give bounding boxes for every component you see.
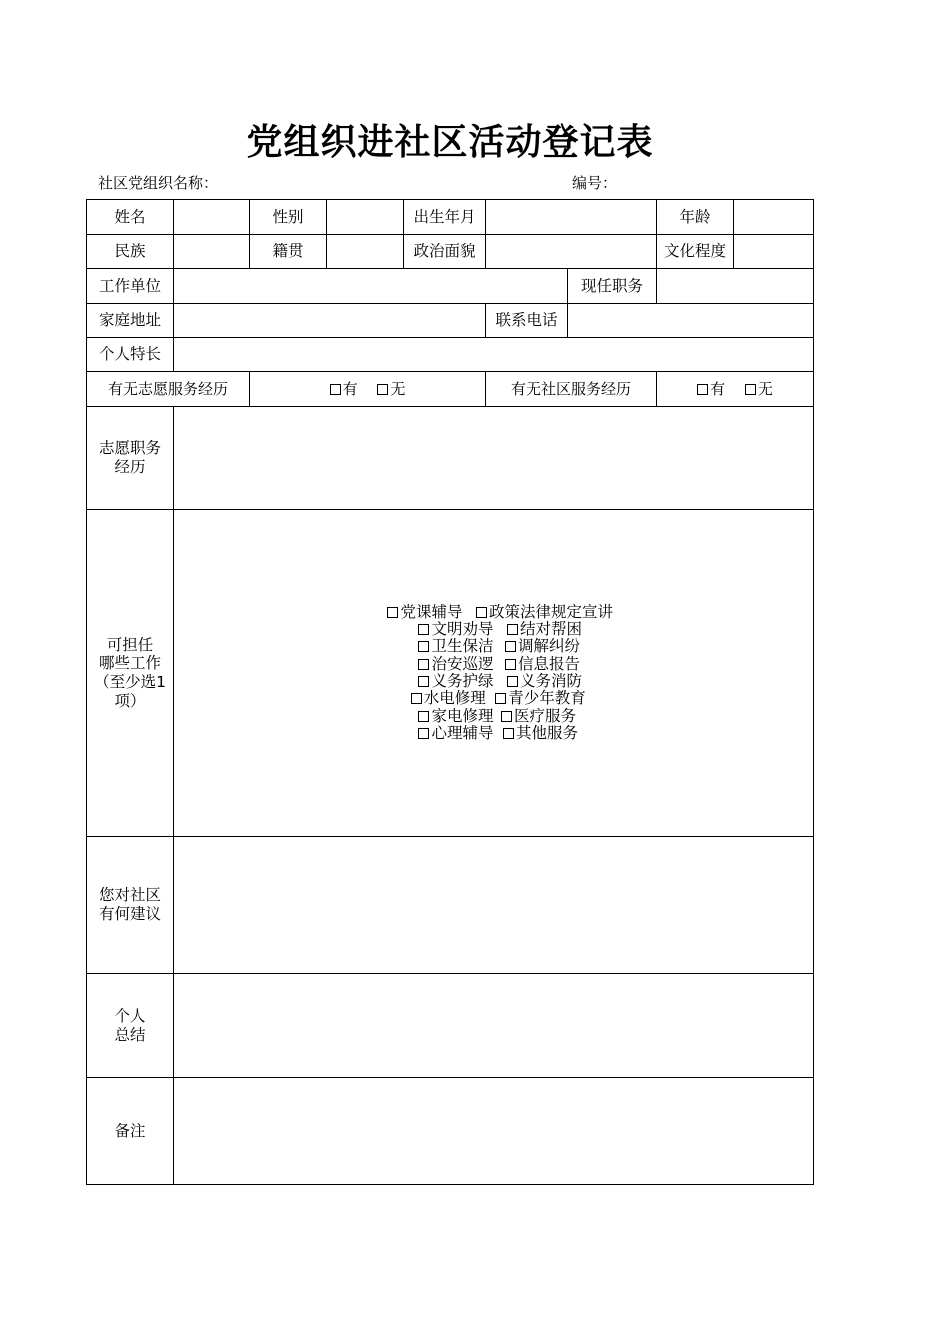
duty-row [174, 708, 813, 725]
duty-checkbox[interactable]: 调解纠纷 [505, 638, 580, 655]
checkbox-icon [418, 728, 429, 739]
age-field[interactable] [734, 200, 814, 235]
volunteer-duty-field[interactable] [174, 407, 814, 510]
ethnicity-label: 民族 [87, 235, 174, 269]
duty-checkbox[interactable]: 其他服务 [503, 725, 578, 742]
employer-field[interactable] [174, 269, 568, 304]
remarks-label: 备注 [87, 1078, 174, 1185]
gender-field[interactable] [327, 200, 404, 235]
checkbox-icon [377, 384, 388, 395]
checkbox-icon [418, 624, 429, 635]
volunteer-no-checkbox[interactable]: 无 [377, 380, 405, 398]
checkbox-icon [501, 711, 512, 722]
duty-checkbox[interactable]: 结对帮困 [507, 621, 582, 638]
duty-row [174, 604, 813, 621]
number-label: 编号： [572, 174, 618, 192]
checkbox-icon [387, 607, 398, 618]
duty-checkbox[interactable]: 医疗服务 [501, 708, 576, 725]
suggestion-label: 您对社区 有何建议 [87, 837, 174, 974]
summary-label: 个人 总结 [87, 974, 174, 1078]
table-row [87, 407, 814, 510]
duty-checkbox[interactable]: 治安巡逻 [407, 656, 505, 673]
community-no-checkbox[interactable]: 无 [745, 380, 773, 398]
position-field[interactable] [657, 269, 814, 304]
checkbox-icon [476, 607, 487, 618]
community-exp-options [657, 372, 814, 407]
phone-label: 联系电话 [486, 304, 568, 338]
checkbox-icon [507, 676, 518, 687]
political-label: 政治面貌 [404, 235, 486, 269]
ethnicity-field[interactable] [174, 235, 250, 269]
gender-label: 性别 [250, 200, 327, 235]
duty-checkbox[interactable]: 信息报告 [505, 656, 580, 673]
name-field[interactable] [174, 200, 250, 235]
duty-row [174, 690, 813, 707]
checkbox-icon [503, 728, 514, 739]
duty-checkbox[interactable]: 义务消防 [507, 673, 582, 690]
duty-checkbox[interactable]: 卫生保洁 [407, 638, 505, 655]
table-row [87, 372, 814, 407]
specialty-field[interactable] [174, 338, 814, 372]
political-field[interactable] [486, 235, 657, 269]
duty-checkbox[interactable]: 文明劝导 [405, 621, 507, 638]
duty-checkbox[interactable]: 家电修理 [411, 708, 501, 725]
position-label: 现任职务 [568, 269, 657, 304]
duties-label: 可担任 哪些工作 （至少选1 项） [87, 510, 174, 837]
duty-row [174, 621, 813, 638]
table-row [87, 1078, 814, 1185]
name-label: 姓名 [87, 200, 174, 235]
checkbox-icon [697, 384, 708, 395]
native-place-field[interactable] [327, 235, 404, 269]
checkbox-icon [418, 641, 429, 652]
table-row [87, 338, 814, 372]
education-field[interactable] [734, 235, 814, 269]
native-place-label: 籍贯 [250, 235, 327, 269]
table-row [87, 837, 814, 974]
duties-options [174, 510, 814, 837]
checkbox-icon [418, 711, 429, 722]
registration-table [86, 199, 814, 1185]
phone-field[interactable] [568, 304, 814, 338]
duty-row [174, 673, 813, 690]
checkbox-icon [505, 659, 516, 670]
org-name-label: 社区党组织名称： [98, 174, 219, 192]
remarks-field[interactable] [174, 1078, 814, 1185]
age-label: 年龄 [657, 200, 734, 235]
checkbox-icon [505, 641, 516, 652]
checkbox-icon [330, 384, 341, 395]
birth-field[interactable] [486, 200, 657, 235]
volunteer-exp-label: 有无志愿服务经历 [87, 372, 250, 407]
education-label: 文化程度 [657, 235, 734, 269]
table-row [87, 200, 814, 235]
checkbox-icon [411, 693, 422, 704]
table-row [87, 235, 814, 269]
suggestion-field[interactable] [174, 837, 814, 974]
duty-checkbox[interactable]: 政策法律规定宣讲 [476, 604, 613, 621]
duty-checkbox[interactable]: 心理辅导 [409, 725, 503, 742]
checkbox-icon [418, 659, 429, 670]
table-row [87, 510, 814, 837]
volunteer-yes-checkbox[interactable]: 有 [330, 380, 358, 398]
community-yes-checkbox[interactable]: 有 [697, 380, 725, 398]
checkbox-icon [418, 676, 429, 687]
duty-checkbox[interactable]: 水电修理 [401, 690, 495, 707]
employer-label: 工作单位 [87, 269, 174, 304]
volunteer-duty-label: 志愿职务 经历 [87, 407, 174, 510]
address-label: 家庭地址 [87, 304, 174, 338]
volunteer-exp-options [250, 372, 486, 407]
table-row [87, 974, 814, 1078]
birth-label: 出生年月 [404, 200, 486, 235]
summary-field[interactable] [174, 974, 814, 1078]
duty-row [174, 725, 813, 742]
address-field[interactable] [174, 304, 486, 338]
duty-row [174, 656, 813, 673]
community-exp-label: 有无社区服务经历 [486, 372, 657, 407]
table-row [87, 304, 814, 338]
checkbox-icon [495, 693, 506, 704]
duty-row [174, 638, 813, 655]
checkbox-icon [507, 624, 518, 635]
duty-checkbox[interactable]: 党课辅导 [374, 604, 476, 621]
specialty-label: 个人特长 [87, 338, 174, 372]
duty-checkbox[interactable]: 青少年教育 [495, 690, 586, 707]
duty-checkbox[interactable]: 义务护绿 [405, 673, 507, 690]
table-row [87, 269, 814, 304]
checkbox-icon [745, 384, 756, 395]
form-title: 党组织进社区活动登记表 [246, 122, 654, 163]
